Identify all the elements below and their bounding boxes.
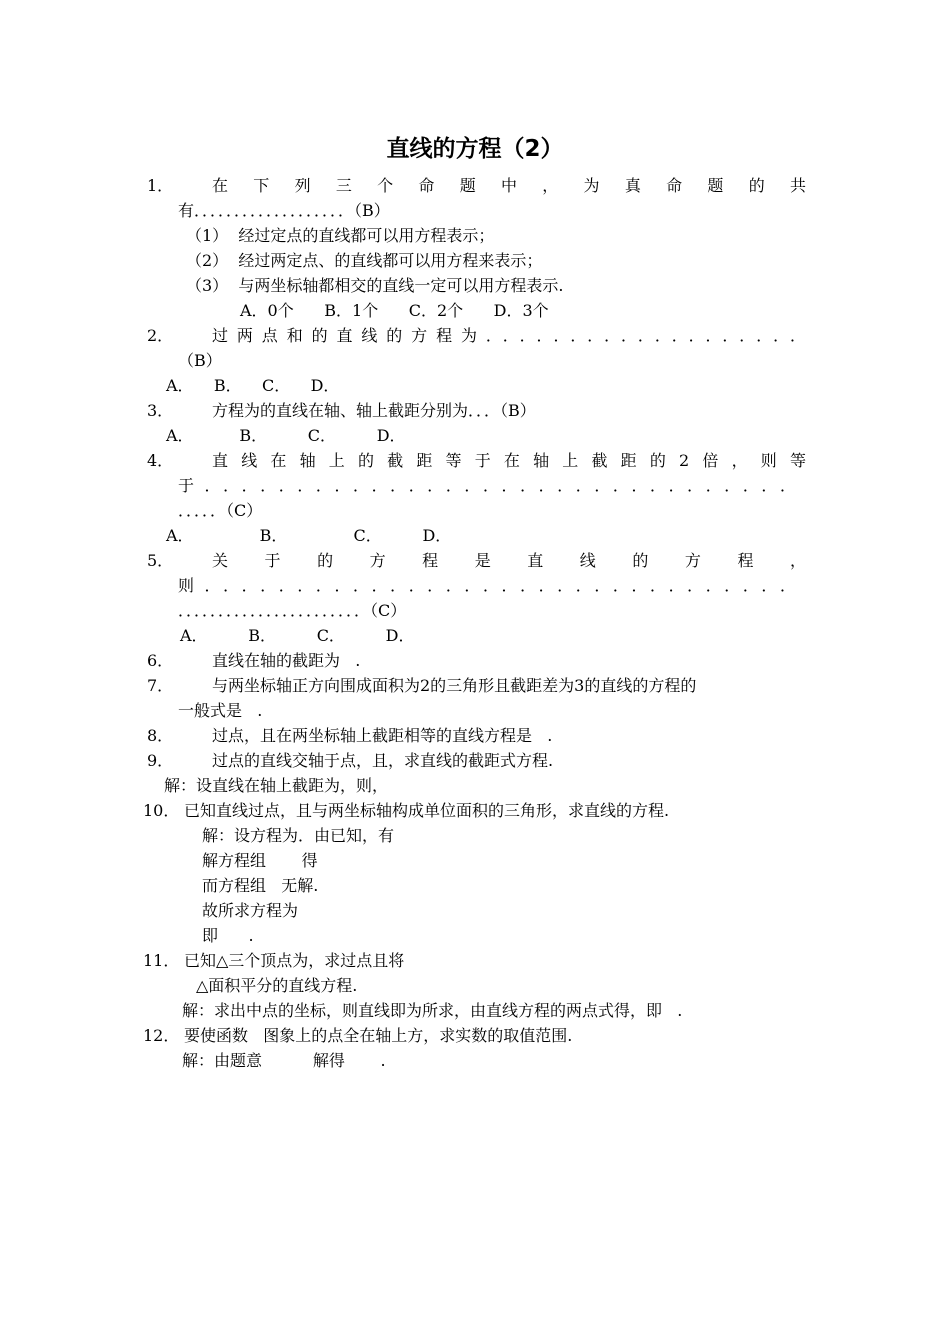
question-3-options: A． B． C． D． xyxy=(166,426,406,445)
page-title: 直线的方程（2） xyxy=(386,136,564,162)
question-12-solution: 解：由题意 解得 . xyxy=(182,1051,386,1070)
question-1-stem-cont: 有．．．．．．．．．．．．．．．．．．．（B） xyxy=(178,201,390,220)
question-5-number: 5． xyxy=(147,551,174,570)
question-7-number: 7． xyxy=(147,676,174,695)
question-12-number: 12． xyxy=(143,1026,180,1045)
question-5-stem-cont: 则．．．．．．．．．．．．．．．．．．．．．．．．．．．．．．．． xyxy=(178,576,796,595)
question-11-number: 11． xyxy=(143,951,180,970)
question-2-stem: 过两点和的直线的方程为．．．．．．．．．．．．．．．．．．． xyxy=(212,326,806,345)
question-9-number: 9． xyxy=(147,751,174,770)
question-3-number: 3． xyxy=(147,401,174,420)
question-1-options: A．0个 B．1个 C．2个 D．3个 xyxy=(240,301,549,320)
question-10-stem: 已知直线过点，且与两坐标轴构成单位面积的三角形，求直线的方程. xyxy=(184,801,670,820)
question-11-stem: 已知△三个顶点为，求过点且将 xyxy=(184,951,405,970)
question-5-answer: ．．．．．．．．．．．．．．．．．．．．．．．（C） xyxy=(178,601,407,620)
question-5-stem: 关于的方程是直线的方程， xyxy=(212,551,806,570)
question-2-number: 2． xyxy=(147,326,174,345)
question-4-answer: ．．．．．（C） xyxy=(178,501,263,520)
question-4-options: A． B． C． D． xyxy=(166,526,452,545)
question-8-number: 8． xyxy=(147,726,174,745)
question-2-answer: （B） xyxy=(178,351,222,370)
question-6-stem: 直线在轴的截距为 . xyxy=(212,651,361,670)
question-2-options: A． B． C． D． xyxy=(166,376,340,395)
question-8-stem: 过点，且在两坐标轴上截距相等的直线方程是 . xyxy=(212,726,553,745)
question-4-number: 4． xyxy=(147,451,174,470)
question-10-number: 10． xyxy=(143,801,180,820)
question-5-options: A． B． C． D． xyxy=(180,626,415,645)
question-3-stem: 方程为的直线在轴、轴上截距分别为．．．（B） xyxy=(212,401,536,420)
question-1-stem: 在下列三个命题中，为真命题的共 xyxy=(212,176,806,195)
question-10-solution-3: 而方程组 无解. xyxy=(202,876,319,895)
question-4-stem-cont: 于．．．．．．．．．．．．．．．．．．．．．．．．．．．．．．．． xyxy=(178,476,796,495)
question-12-stem: 要使函数 图象上的点全在轴上方，求实数的取值范围. xyxy=(184,1026,573,1045)
question-1-number: 1． xyxy=(147,176,174,195)
question-9-stem: 过点的直线交轴于点，且，求直线的截距式方程. xyxy=(212,751,554,770)
question-6-number: 6． xyxy=(147,651,174,670)
question-9-solution: 解：设直线在轴上截距为，则， xyxy=(164,776,389,795)
question-7-stem-cont: 一般式是 . xyxy=(178,701,263,720)
question-10-solution-2: 解方程组 得 xyxy=(202,851,318,870)
question-10-solution-4: 故所求方程为 xyxy=(202,901,299,920)
question-4-stem: 直线在轴上的截距等于在轴上截距的2倍，则等 xyxy=(212,451,806,470)
question-1-statement-1: （1） 经过定点的直线都可以用方程表示； xyxy=(186,226,495,245)
question-1-statement-3: （3） 与两坐标轴都相交的直线一定可以用方程表示. xyxy=(186,276,564,295)
question-7-stem: 与两坐标轴正方向围成面积为2的三角形且截距差为3的直线的方程的 xyxy=(212,676,697,695)
question-11-stem-cont: △面积平分的直线方程. xyxy=(196,976,358,995)
question-11-solution: 解：求出中点的坐标，则直线即为所求，由直线方程的两点式得，即 . xyxy=(182,1001,683,1020)
question-10-solution-1: 解：设方程为．由已知，有 xyxy=(202,826,395,845)
question-1-statement-2: （2） 经过两定点、的直线都可以用方程来表示； xyxy=(186,251,543,270)
question-10-solution-5: 即 . xyxy=(202,926,254,945)
